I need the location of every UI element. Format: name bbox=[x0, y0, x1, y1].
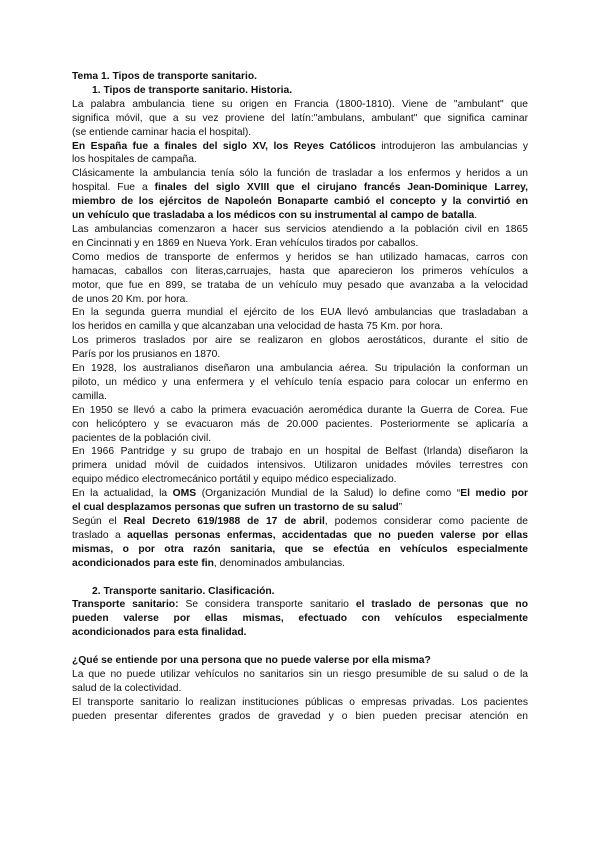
paragraph-line: (se entiende caminar hacia el hospital). bbox=[72, 126, 252, 138]
text: Se considera transporte sanitario bbox=[178, 599, 356, 611]
bold-text: En España fue a finales del siglo XV, los Reyes Católicos bbox=[72, 140, 376, 152]
text: En la actualidad, la bbox=[72, 488, 173, 500]
paragraph-line: En 1950 se llevó a cabo la primera evacuación aeromédica durante la Guerra de Corea. Fue bbox=[72, 404, 528, 416]
paragraph-line: primera unidad móvil de cuidados intensivos. Utilizaron unidades móviles terrestres con bbox=[72, 460, 528, 472]
bold-text: un vehículo que trasladaba a los médicos con su instrumental al campo de batalla bbox=[72, 210, 475, 222]
paragraph-line bbox=[72, 557, 528, 571]
paragraph-line: Las ambulancias comenzaron a hacer sus servicios atendiendo a la población civil en 1865 bbox=[72, 223, 528, 235]
paragraph-line: los heridos en camilla y que alcanzaban una velocidad de hasta 75 Km. por hora. bbox=[72, 321, 443, 333]
bold-text: OMS bbox=[172, 488, 197, 500]
paragraph-line: equipo médico electromecánico portátil y equipo médico especializado. bbox=[72, 474, 397, 486]
paragraph-line: camilla. bbox=[72, 390, 107, 402]
text: , denominados ambulancias. bbox=[213, 557, 345, 569]
doc-title: Tema 1. Tipos de transporte sanitario. bbox=[72, 71, 258, 82]
paragraph-line: en Cincinnati y en 1869 en Nueva York. Eran vehículos tirados por caballos. bbox=[72, 237, 419, 249]
paragraph-line: salud de la colectividad. bbox=[72, 682, 182, 694]
paragraph-line bbox=[72, 598, 528, 612]
paragraph-line: París por los prusianos en 1870. bbox=[72, 349, 221, 361]
spacer bbox=[72, 640, 528, 654]
paragraph-line bbox=[72, 181, 528, 195]
paragraph-line: La que no puede utilizar vehículos no sanitarios sin un riesgo presumible de su salud o de la bbox=[72, 668, 528, 680]
bold-text: el traslado de personas que no bbox=[355, 599, 529, 611]
document-page bbox=[72, 70, 528, 724]
paragraph-line bbox=[72, 209, 528, 223]
paragraph-line: mismas, o por otra razón sanitaria, que se efectúa en vehículos especialmente bbox=[72, 543, 528, 555]
paragraph-line bbox=[72, 140, 528, 154]
text: introdujeron las ambulancias y bbox=[375, 140, 528, 152]
paragraph-line: los hospitales de campaña. bbox=[72, 154, 197, 166]
bold-text: el cual desplazamos personas que sufren un trastorno de su salud bbox=[72, 502, 399, 514]
paragraph-line bbox=[72, 515, 528, 529]
section-2-heading: 2. Transporte sanitario. Clasificación. bbox=[92, 585, 275, 597]
paragraph-line: miembro de los ejércitos de Napoleón Bonaparte cambió el concepto y la convirtió en bbox=[72, 196, 528, 208]
paragraph-line: piloto, un médico y una enfermera y el vehículo tenía espacio para colocar un enfermo en bbox=[72, 376, 528, 388]
bold-text: Transporte sanitario: bbox=[72, 599, 179, 611]
bold-text: Real Decreto 619/1988 de 17 de abril bbox=[123, 516, 325, 527]
paragraph-line: En 1966 Pantridge y su grupo de trabajo en un hospital de Belfast (Irlanda) diseñaron la bbox=[72, 446, 528, 458]
paragraph-line: motor, que fue en 899, se trataba de un vehículo muy pesado que avanzaba a la velocidad bbox=[72, 279, 528, 291]
section-1-heading: 1. Tipos de transporte sanitario. Historia. bbox=[92, 84, 293, 96]
paragraph-line: hamacas, caballos con literas,carruajes, hasta que aparecieron los primeros vehículos a bbox=[72, 265, 528, 277]
bold-text: aquellas personas enfermas, accidentadas que no pueden valerse por ellas bbox=[127, 529, 528, 541]
paragraph-line: significa móvil, que a su vez proviene del latín:"ambulans, ambulant" que significa caminar bbox=[72, 112, 528, 124]
paragraph-line: La palabra ambulancia tiene su origen en Francia (1800-1810). Viene de "ambulant" que bbox=[72, 98, 528, 110]
text: ” bbox=[398, 502, 403, 514]
paragraph-line: de unos 20 Km. por hora. bbox=[72, 293, 189, 305]
paragraph-line bbox=[72, 501, 528, 515]
spacer bbox=[72, 571, 528, 585]
paragraph-line: El transporte sanitario lo realizan instituciones públicas o empresas privadas. Los pacientes bbox=[72, 696, 528, 708]
paragraph-line: En 1928, los australianos diseñaron una ambulancia aérea. Su tripulación la conforman un bbox=[72, 363, 528, 375]
paragraph-line bbox=[72, 487, 528, 501]
text: (Organización Mundial de la Salud) lo define como “ bbox=[196, 488, 461, 500]
text: traslado a bbox=[72, 529, 128, 541]
paragraph-line: acondicionados para esta finalidad. bbox=[72, 627, 247, 639]
paragraph-line: pacientes de la población civil. bbox=[72, 432, 212, 444]
bold-text: El medio por bbox=[460, 488, 528, 500]
text: . bbox=[474, 210, 478, 222]
paragraph-line: con helicóptero y se evacuaron más de 20.000 pacientes. Posteriormente se aplicaría a bbox=[72, 418, 528, 430]
question-heading: ¿Qué se entiende por una persona que no puede valerse por ella misma? bbox=[72, 655, 431, 667]
paragraph-line: En la segunda guerra mundial el ejército de los EUA llevó ambulancias que trasladaban a bbox=[72, 307, 528, 319]
bold-text: acondicionados para este fin bbox=[72, 557, 214, 569]
text: , podemos considerar como paciente de bbox=[324, 516, 529, 527]
text: hospital. Fue a bbox=[72, 182, 155, 194]
paragraph-line bbox=[72, 529, 528, 543]
paragraph-line: Como medios de transporte de enfermos y heridos se han utilizado hamacas, carros con bbox=[72, 251, 528, 263]
paragraph-line: pueden presentar diferentes grados de gravedad y o bien pueden precisar atención en bbox=[72, 710, 528, 722]
bold-text: finales del siglo XVIII que el cirujano francés Jean-Dominique Larrey, bbox=[154, 182, 528, 194]
paragraph-line: Clásicamente la ambulancia tenía sólo la función de trasladar a los enfermos y heridos a un bbox=[72, 168, 528, 180]
paragraph-line: Los primeros traslados por aire se realizaron en globos aerostáticos, durante el sitio de bbox=[72, 335, 528, 347]
text: Según el bbox=[72, 516, 124, 527]
paragraph-line: pueden valerse por ellas mismas, efectuado con vehículos especialmente bbox=[72, 613, 528, 625]
